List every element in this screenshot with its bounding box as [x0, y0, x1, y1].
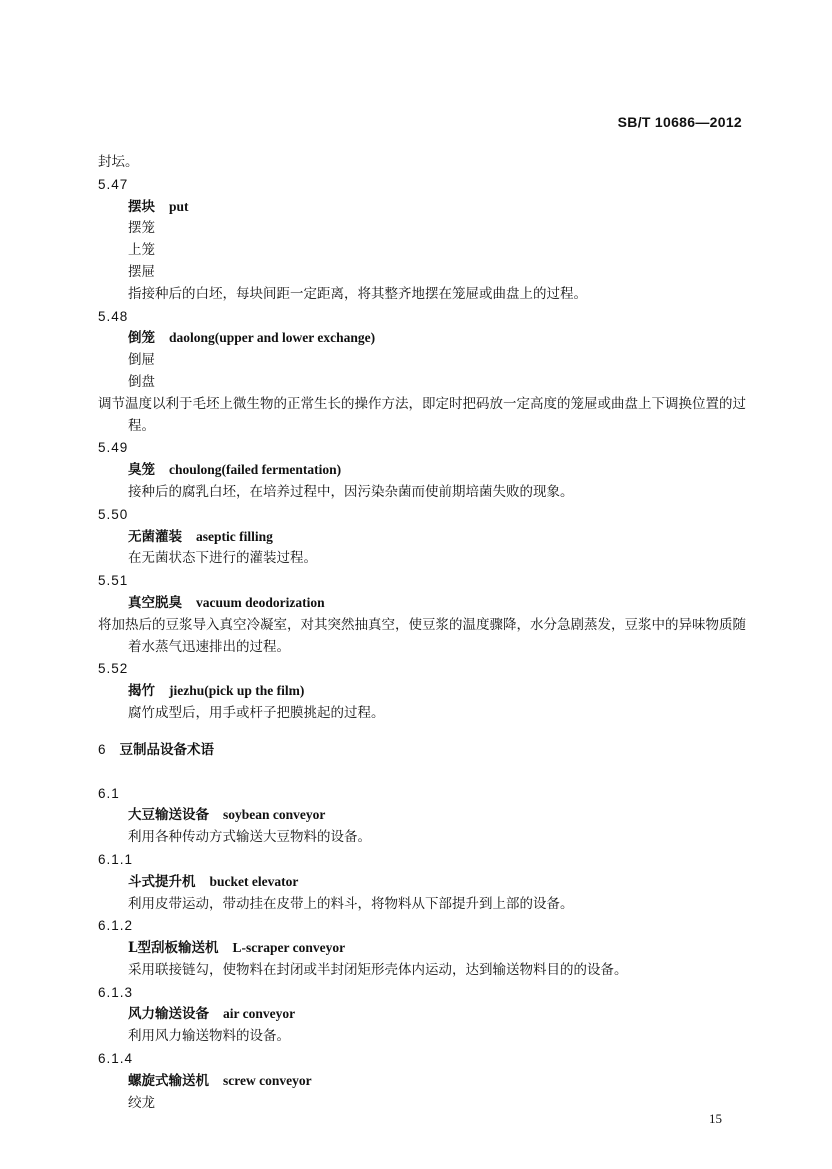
term-en: aseptic filling — [196, 528, 273, 544]
term-zh: 斗式提升机 — [128, 873, 196, 890]
clause-number: 5.47 — [98, 176, 129, 192]
term-en: daolong(upper and lower exchange) — [169, 330, 376, 346]
term-en: vacuum deodorization — [196, 594, 325, 610]
definition: 将加热后的豆浆导入真空冷凝室，对其突然抽真空，使豆浆的温度骤降，水分急剧蒸发，豆浆中的异味物质随着水蒸气迅速排出的过程。 — [98, 616, 746, 655]
term-heading — [98, 1070, 748, 1093]
section-heading — [98, 739, 748, 761]
clause-number: 6.1.2 — [98, 918, 134, 934]
term-en: put — [169, 198, 189, 214]
page-number: 15 — [709, 1111, 722, 1126]
clause-number: 6.1.3 — [98, 984, 134, 1000]
definition: 利用风力输送物料的设备。 — [128, 1028, 290, 1045]
term-en: air conveyor — [223, 1006, 296, 1022]
synonym: 倒屉 — [128, 352, 155, 369]
synonym: 摆屉 — [128, 263, 155, 280]
synonym: 倒盘 — [128, 373, 155, 390]
term-heading — [98, 804, 748, 827]
clause-number: 6.1 — [98, 785, 120, 801]
clause-number: 5.48 — [98, 308, 129, 324]
definition: 利用皮带运动，带动挂在皮带上的料斗，将物料从下部提升到上部的设备。 — [128, 895, 574, 912]
term-zh: 大豆输送设备 — [128, 807, 209, 824]
definition: 调节温度以利于毛坯上微生物的正常生长的操作方法，即定时把码放一定高度的笼屉或曲盘上下调换位置的过程。 — [98, 395, 746, 434]
term-zh: 螺旋式输送机 — [128, 1072, 209, 1089]
term-heading — [98, 459, 748, 482]
synonym: 摆笼 — [128, 220, 155, 237]
term-zh: L型刮板输送机 — [128, 940, 219, 957]
term-heading — [98, 592, 748, 615]
term-zh: 倒笼 — [128, 330, 155, 347]
synonym: 上笼 — [128, 242, 155, 259]
section-number: 6 — [98, 741, 106, 757]
term-zh: 摆块 — [128, 198, 155, 215]
term-en: L-scraper conveyor — [232, 940, 346, 956]
continuation-text: 封坛。 — [98, 154, 139, 170]
term-en: screw conveyor — [223, 1072, 312, 1088]
term-heading — [98, 871, 748, 894]
term-heading — [98, 1003, 748, 1026]
definition: 在无菌状态下进行的灌装过程。 — [128, 550, 317, 567]
term-heading — [98, 526, 748, 549]
definition: 接种后的腐乳白坯，在培养过程中，因污染杂菌而使前期培菌失败的现象。 — [128, 483, 574, 500]
definition: 指接种后的白坯，每块间距一定距离，将其整齐地摆在笼屉或曲盘上的过程。 — [128, 285, 587, 302]
clause-number: 6.1.4 — [98, 1051, 134, 1067]
term-heading — [98, 680, 748, 703]
term-zh: 真空脱臭 — [128, 594, 182, 611]
clause-number: 5.50 — [98, 506, 129, 522]
clause-number: 5.51 — [98, 573, 129, 589]
term-zh: 揭竹 — [128, 683, 155, 700]
section-title: 豆制品设备术语 — [119, 741, 215, 757]
document-code: SB/T 10686—2012 — [617, 114, 742, 130]
clause-number: 5.52 — [98, 661, 129, 677]
term-en: choulong(failed fermentation) — [169, 462, 342, 478]
term-en: bucket elevator — [209, 873, 299, 889]
clause-number: 6.1.1 — [98, 851, 134, 867]
term-heading — [98, 937, 748, 960]
document-body — [98, 152, 748, 1114]
definition: 利用各种传动方式输送大豆物料的设备。 — [128, 829, 371, 846]
definition: 腐竹成型后，用手或杆子把膜挑起的过程。 — [128, 704, 385, 721]
term-en: jiezhu(pick up the film) — [169, 683, 305, 699]
term-heading — [98, 196, 748, 219]
term-zh: 无菌灌装 — [128, 528, 182, 545]
term-zh: 臭笼 — [128, 462, 155, 479]
clause-number: 5.49 — [98, 440, 129, 456]
definition: 采用联接链勾，使物料在封闭或半封闭矩形壳体内运动，达到输送物料目的的设备。 — [128, 961, 628, 978]
term-en: soybean conveyor — [223, 807, 326, 823]
term-heading — [98, 327, 748, 350]
term-zh: 风力输送设备 — [128, 1006, 209, 1023]
synonym: 绞龙 — [128, 1094, 155, 1111]
